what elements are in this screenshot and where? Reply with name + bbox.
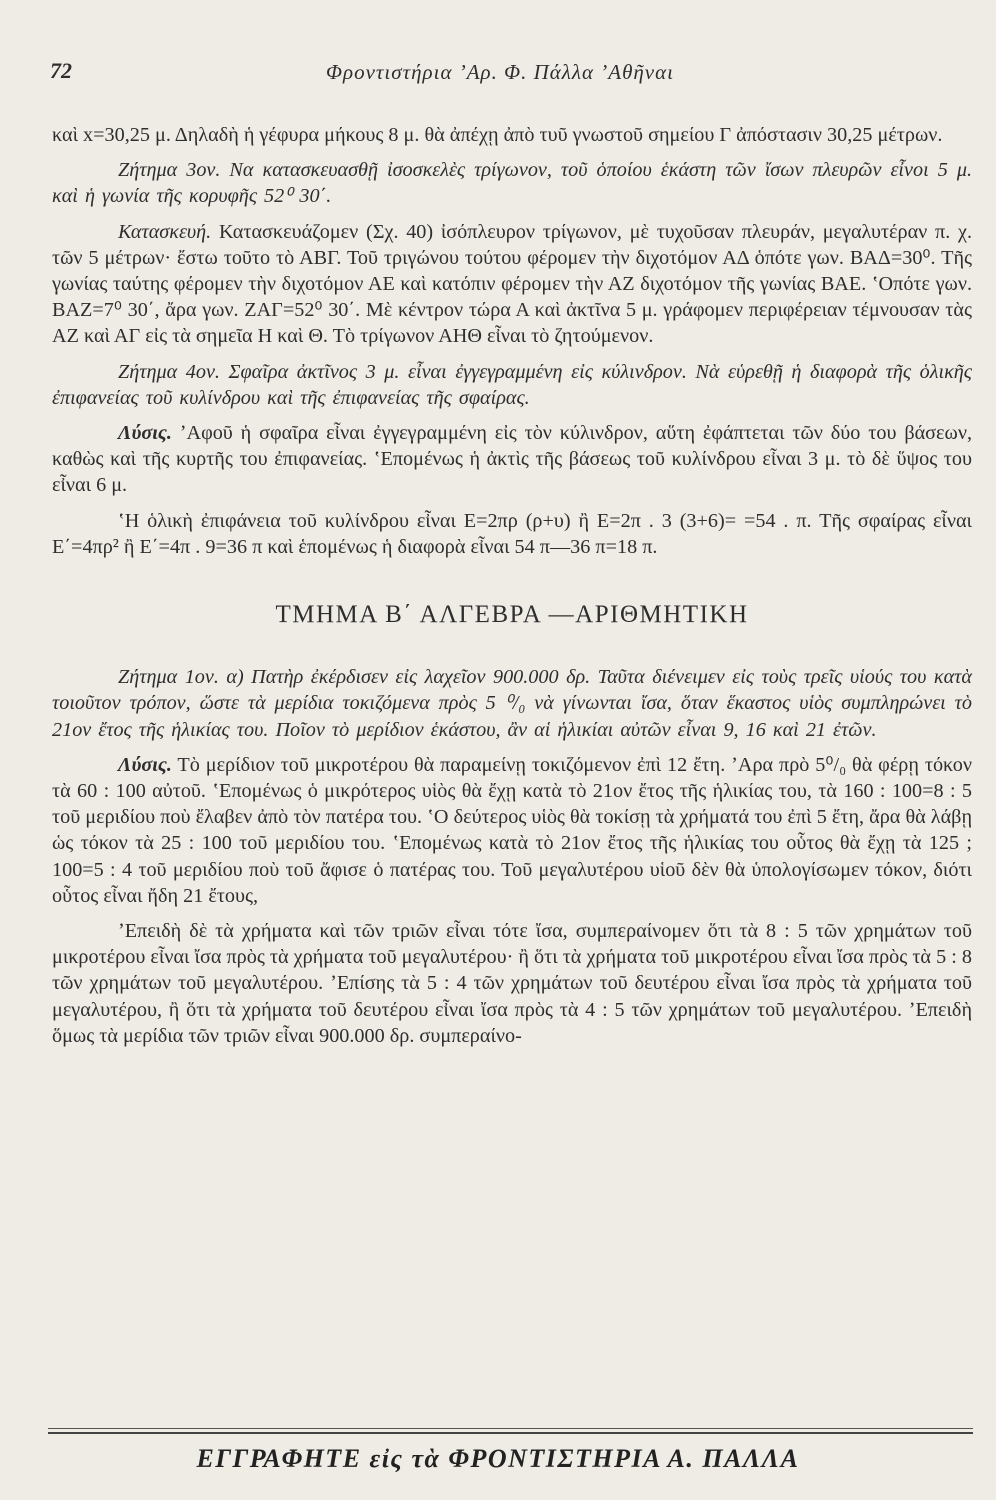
footer-advertisement: ΕΓΓΡΑΦΗΤΕ εἰς τὰ ΦΡΟΝΤΙΣΤΗΡΙΑ Α. ΠΑΛΛΑ xyxy=(196,1444,800,1473)
solution-4-text: ʼΑφοῦ ἡ σφαῖρα εἶναι ἐγγεγραμμένη εἰς τὸν κύλινδρον, αὕτη ἐφάπτεται τῶν δύο του βάσεων, καθὼς καὶ τῆς κυρτῆς του ἐπιφανείας. ʽΕπομένως ἡ ἀκτὶς τῆς βάσεως τοῦ κυλίνδρου εἶναι 3 μ. τὸ δὲ ὕψος του εἶναι 6 μ. xyxy=(52,422,972,497)
construction-paragraph xyxy=(52,219,972,350)
problem-3: Ζήτημα 3ον. Να κατασκευασθῇ ἰσοσκελὲς τρίγωνον, τοῦ ὁποίου ἑκάστη τῶν ἴσων πλευρῶν εἶνοι 5 μ. καὶ ἡ γωνία τῆς κορυφῆς 52⁰ 30΄. xyxy=(52,159,972,208)
footer-rule-thick xyxy=(48,1432,973,1434)
construction-lead: Κατασκευή. xyxy=(118,220,212,243)
paragraph-continuation: καὶ x=30,25 μ. Δηλαδὴ ἡ γέφυρα μήκους 8 μ. θὰ ἀπέχῃ ἀπὸ τυῦ γνωστοῦ σημείου Γ ἀπόστασιν 30,25 μέτρων. xyxy=(52,124,943,146)
problem-1-algebra: Ζήτημα 1ον. α) Πατὴρ ἐκέρδισεν εἰς λαχεῖον 900.000 δρ. Ταῦτα διένειμεν εἰς τοὺς τρεῖς υἱούς του κατὰ τοιοῦτον τρόπον, ὥστε τὰ μερίδια τοκιζόμενα πρὸς 5 ⁰/₀ νὰ γίνωνται ἴσα, ὅταν ἕκαστος υἱὸς συμπληρώνει τὸ 21ον ἔτος τῆς ἡλικίας του. Ποῖον τὸ μερίδιον ἑκάστου, ἂν αἱ ἡλικίαι αὐτῶν εἶναι 9, 16 καὶ 21 ἐτῶν. xyxy=(52,666,972,741)
solution-1-paragraph xyxy=(52,752,972,909)
problem-4: Ζήτημα 4ον. Σφαῖρα ἀκτῖνος 3 μ. εἶναι ἐγγεγραμμένη εἰς κύλινδρον. Νὰ εὑρεθῇ ἡ διαφορὰ τῆς ὁλικῆς ἐπιφανείας τοῦ κυλίνδρου καὶ τῆς ἐπιφανείας τῆς σφαίρας. xyxy=(52,360,972,409)
page-number: 72 xyxy=(50,58,72,83)
solution-4-lead: Λύσις. xyxy=(118,422,172,445)
solution-4-formula: ʽΗ ὁλικὴ ἐπιφάνεια τοῦ κυλίνδρου εἶναι Ε=2πρ (ρ+υ) ἢ Ε=2π . 3 (3+6)= =54 . π. Τῆς σφαίρας εἶναι Ε΄=4πρ² ἢ Ε΄=4π . 9=36 π καὶ ἑπομένως ἡ διαφορὰ εἶναι 54 π—36 π=18 π. xyxy=(52,509,972,558)
page-header xyxy=(50,58,950,94)
running-title: Φροντιστήρια ʼΑρ. Φ. Πάλλα ʼΑθῆναι xyxy=(326,60,674,84)
solution-1-continued: ʼΕπειδὴ δὲ τὰ χρήματα καὶ τῶν τριῶν εἶναι τότε ἴσα, συμπεραίνομεν ὅτι τὰ 8 : 5 τῶν χρημάτων τοῦ μικροτέρου εἶναι ἴσα πρὸς τὰ χρήματα τοῦ μεγαλυτέρου· ἢ ὅτι τὰ χρήματα τοῦ μικροτέρου εἶναι ἴσα πρὸς τὰ 5 : 8 τῶν χρημάτων τοῦ μεγαλυτέρου. ʼΕπίσης τὰ 5 : 4 τῶν χρημάτων τοῦ δευτέρου εἶναι ἴσα πρὸς τὰ χρήματα τοῦ μεγαλυτέρου, ἢ ὅτι τὰ χρήματα τοῦ δευτέρου εἶναι ἴσα πρὸς τὰ 4 : 5 τῶν χρημάτων τοῦ μεγαλυτέρου. ʼΕπειδὴ ὅμως τὰ μερίδια τῶν τριῶν εἶναι 900.000 δρ. συμπεραίνο- xyxy=(52,920,972,1047)
section-title: ΤΜΗΜΑ Β΄ ΑΛΓΕΒΡΑ —ΑΡΙΘΜΗΤΙΚΗ xyxy=(275,601,749,629)
construction-text: Κατασκευάζομεν (Σχ. 40) ἰσόπλευρον τρίγωνον, μὲ τυχοῦσαν πλευράν, μεγαλυτέραν π. χ. τῶν 5 μέτρων· ἔστω τοῦτο τὸ ΑΒΓ. Τοῦ τριγώνου τούτου φέρομεν τὴν διχοτόμον ΑΔ ὁπότε γων. ΒΑΔ=30⁰. Τῆς γωνίας ταύτης φέρομεν τὴν διχοτόμον ΑΕ καὶ κατόπιν φέρομεν τὴν ΑΖ διχοτόμον τῆς γωνίας ΒΑΕ. ʽΟπότε γων. ΒΑΖ=7⁰ 30΄, ἄρα γων. ΖΑΓ=52⁰ 30΄. Μὲ κέντρον τώρα Α καὶ ἀκτῖνα 5 μ. γράφομεν περιφέρειαν τέμνουσαν τὰς ΑΖ καὶ ΑΓ εἰς τὰ σημεῖα Η καὶ Θ. Τὸ τρίγωνον ΑΗΘ εἶναι τὸ ζητούμενον. xyxy=(52,220,972,348)
solution-4-paragraph xyxy=(52,420,972,499)
solution-1-lead: Λύσις. xyxy=(118,753,172,776)
solution-1-text: Τὸ μερίδιον τοῦ μικροτέρου θὰ παραμείνῃ τοκιζόμενον ἐπὶ 12 ἔτη. ʼΑρα πρὸ 5⁰/₀ θὰ φέρῃ τόκον τὰ 60 : 100 αὐτοῦ. ʽΕπομένως ὁ μικρότερος υἱὸς θὰ ἔχῃ κατὰ τὸ 21ον ἔτος τῆς ἡλικίας του, τὰ 160 : 100=8 : 5 τοῦ μεριδίου ποὺ ἔλαβεν ἀπὸ τὸν πατέρα του. ʽΟ δεύτερος υἱὸς θὰ τοκίσῃ τὰ χρήματά του ἐπὶ 5 ἔτη, ἄρα θὰ λάβῃ ὡς τόκον τὰ 25 : 100 τοῦ μεριδίου του. ʽΕπομένως κατὰ τὸ 21ον ἔτος τῆς ἡλικίας του οὗτος θὰ ἔχῃ τὰ 125 ; 100=5 : 4 τοῦ μεριδίου ποὺ τοῦ ἄφισε ὁ πατέρας του. Τοῦ μεγαλυτέρου υἱοῦ δὲν θὰ ὑπολογίσωμεν τόκον, διότι οὗτος εἶναι ἤδη 21 ἔτους, xyxy=(52,753,972,907)
page-body xyxy=(52,122,972,1058)
footer-rule-thin xyxy=(48,1428,973,1429)
